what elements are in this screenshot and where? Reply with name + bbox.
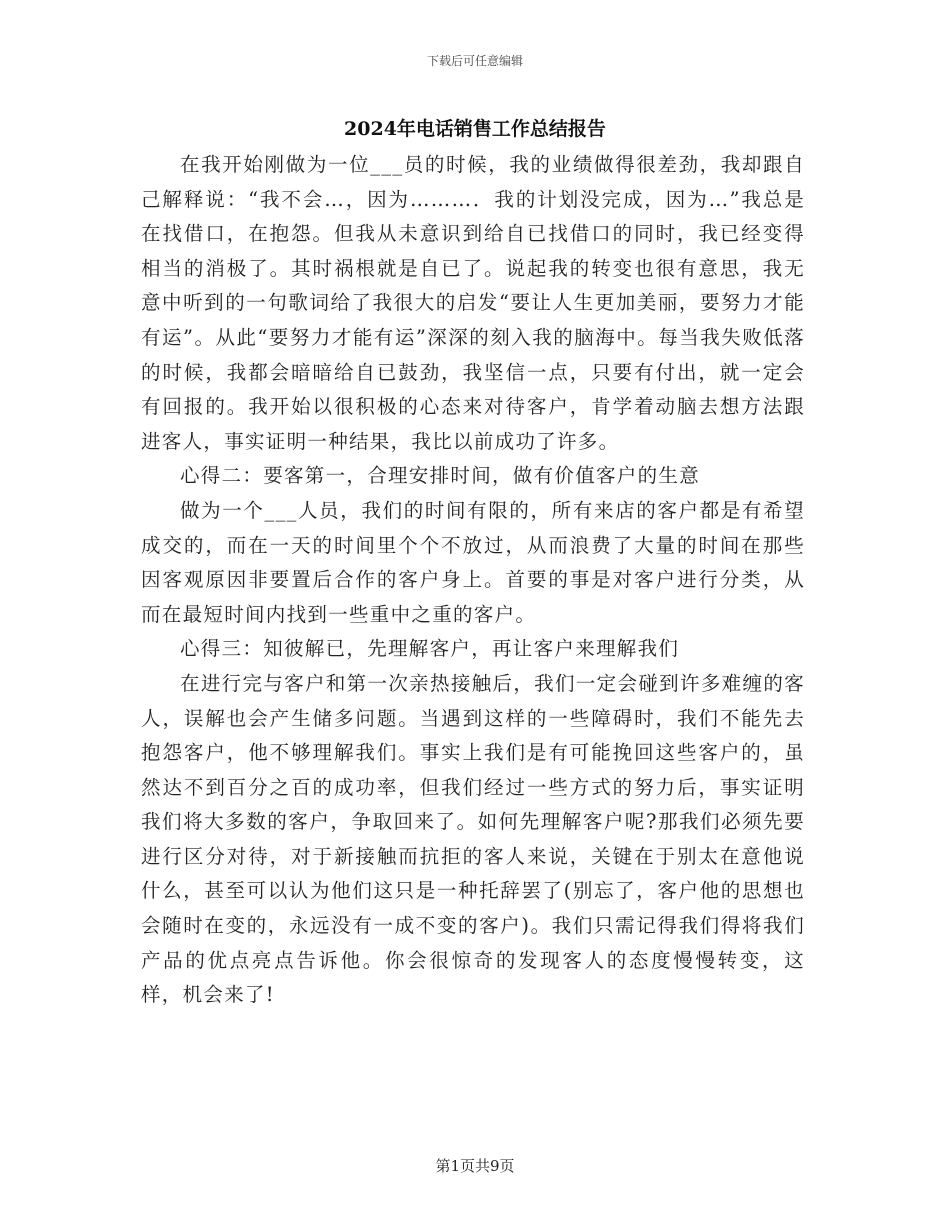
document-title: 2024年电话销售工作总结报告 [344,118,606,140]
header-note: 下载后可任意编辑 [426,54,523,68]
body-paragraph-3: 在进行完与客户和第一次亲热接触后，我们一定会碰到许多难缠的客人，误解也会产生储多问题。当遇到这样的一些障碍时，我们不能先去抱怨客户，他不够理解我们。事实上我们是有可能挽回这些客户的，虽然达不到百分之百的成功率，但我们经过一些方式的努力后，事实证明我们将大多数的客户，争取回来了。如何先理解客户呢?那我们必须先要进行区分对待，对于新接触而抗拒的客人来说，关键在于别太在意他说什么，甚至可以认为他们这只是一种托辞罢了(别忘了，客户他的思想也会随时在变的，永远没有一成不变的客户)。我们只需记得我们得将我们产品的优点亮点告诉他。你会很惊奇的发现客人的态度慢慢转变，这样，机会来了! [141,671,805,1007]
body-paragraph-2: 做为一个___人员，我们的时间有限的，所有来店的客户都是有希望成交的，而在一天的时间里个个不放过，从而浪费了大量的时间在那些因客观原因非要置后合作的客户身上。首要的事是对客户进行分类，从而在最短时间内找到一些重中之重的客户。 [141,498,805,626]
page-footer: 第1页共9页 [435,1157,515,1175]
body-paragraph-1: 在我开始刚做为一位___员的时候，我的业绩做得很差劲，我却跟自己解释说：“我不会…，因为………．我的计划没完成，因为…”我总是在找借口，在抱怨。但我从未意识到给自已找借口的同时，我已经变得相当的消极了。其时祸根就是自已了。说起我的转变也很有意思，我无意中听到的一句歌词给了我很大的启发“要让人生更加美丽，要努力才能有运”。从此“要努力才能有运”深深的刻入我的脑海中。每当我失败低落的时候，我都会暗暗给自已鼓劲，我坚信一点，只要有付出，就一定会有回报的。我开始以很积极的心态来对待客户，肯学着动脑去想方法跟进客人，事实证明一种结果，我比以前成功了许多。 [141,153,805,453]
section-heading-3: 心得三：知彼解已，先理解客户，再让客户来理解我们 [180,637,680,661]
section-heading-2: 心得二：要客第一，合理安排时间，做有价值客户的生意 [180,464,701,488]
document-body [141,148,805,1013]
